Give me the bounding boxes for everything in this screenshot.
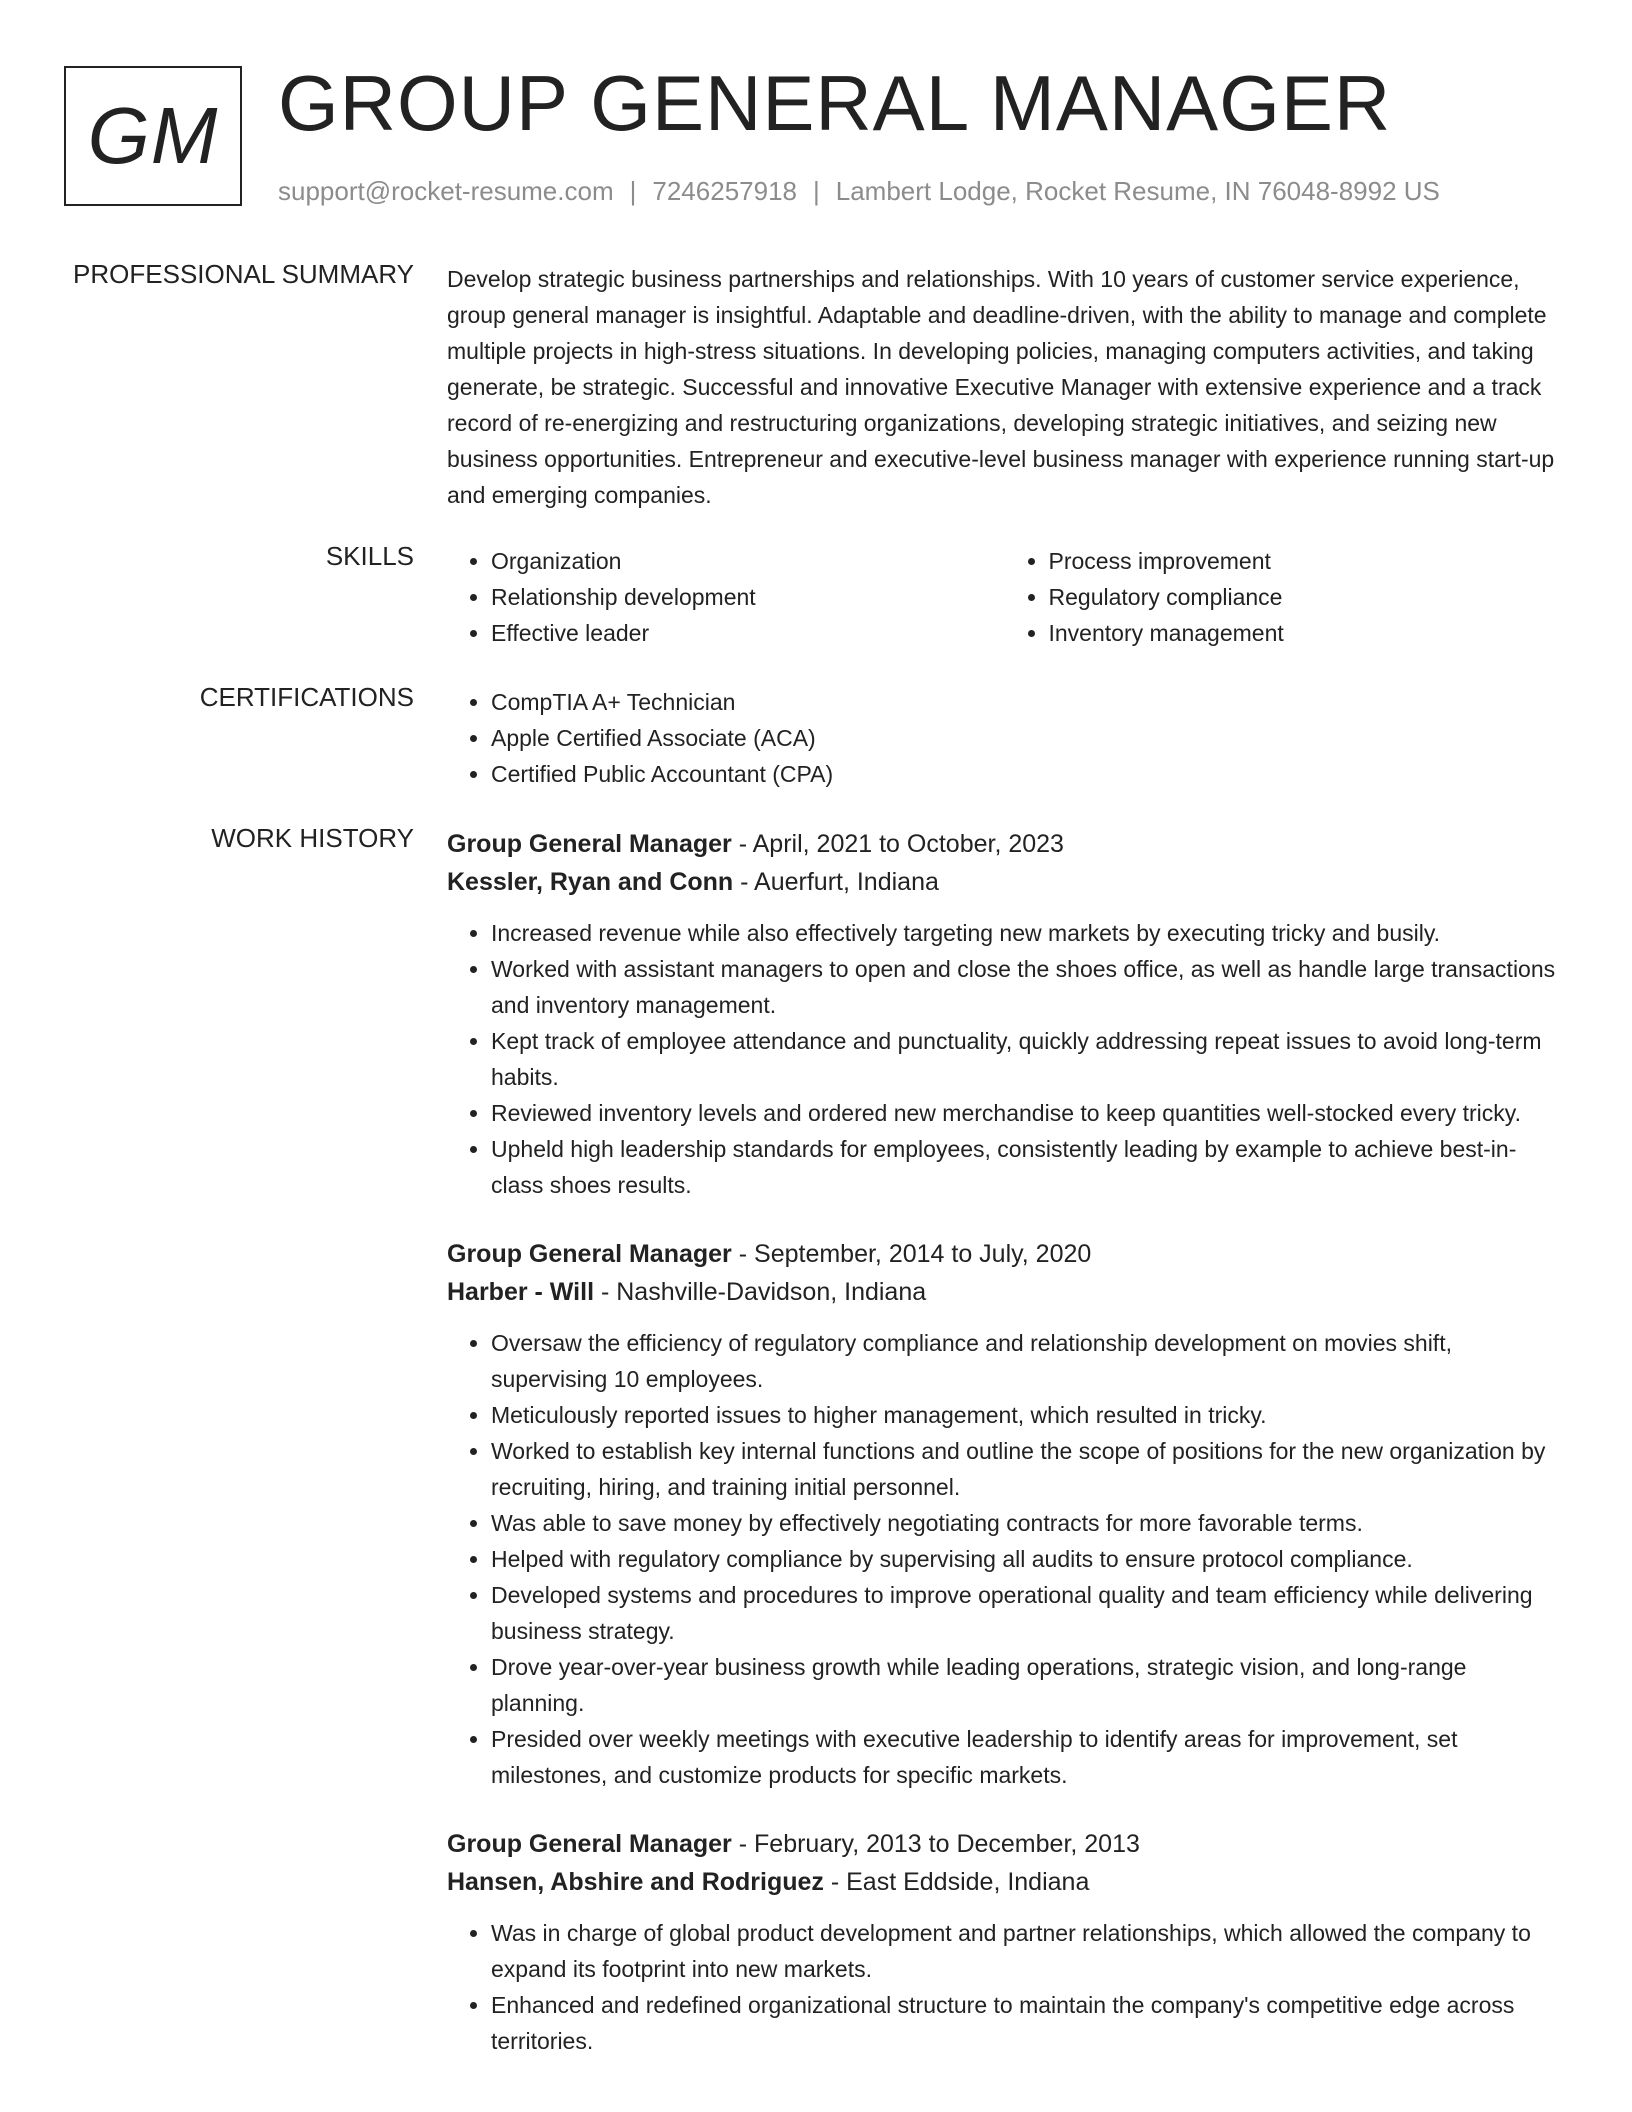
job-company-line [447,863,1562,901]
page-title: GROUP GENERAL MANAGER [278,59,1392,147]
job-dates: - April, 2021 to October, 2023 [731,830,1064,858]
skills-list-left [447,543,1005,651]
job-bullet: • Worked to establish key internal functions and outline the scope of positions for the new organization by recruiting, hiring, and training initial personnel. [491,1433,1562,1505]
skill-item: • Effective leader [491,615,1005,651]
job-title: Group General Manager [447,1830,732,1858]
job-bullets [447,1325,1562,1793]
certification-item: • CompTIA A+ Technician [491,684,1562,720]
job-bullet: • Developed systems and procedures to improve operational quality and team efficiency while delivering business strategy. [491,1577,1562,1649]
job-bullet: • Upheld high leadership standards for employees, consistently leading by example to achieve best-in-class shoes results. [491,1131,1562,1203]
certifications-body [447,684,1562,792]
certification-item: • Certified Public Accountant (CPA) [491,756,1562,792]
job-company: Hansen, Abshire and Rodriguez [447,1868,824,1896]
work-history-label: WORK HISTORY [211,823,414,853]
skill-item: • Process improvement [1049,543,1563,579]
job-title-line [447,1825,1562,1863]
job-entry [447,1235,1562,1793]
skills-list-right [1005,543,1563,651]
job-bullets [447,915,1562,1203]
job-entry [447,825,1562,1203]
job-title: Group General Manager [447,830,732,858]
contact-separator: | [813,176,820,206]
job-bullet: • Enhanced and redefined organizational structure to maintain the company's competitive edge across territories. [491,1987,1562,2059]
job-location: - Auerfurt, Indiana [733,868,939,896]
job-bullet: • Increased revenue while also effectively targeting new markets by executing tricky and busily. [491,915,1562,951]
job-bullet: • Meticulously reported issues to higher management, which resulted in tricky. [491,1397,1562,1433]
job-title-line [447,1235,1562,1273]
contact-email[interactable]: support@rocket-resume.com [278,176,614,206]
job-bullet: • Worked with assistant managers to open and close the shoes office, as well as handle large transactions and inventory management. [491,951,1562,1023]
monogram-logo: GM [64,66,242,206]
skill-item: • Inventory management [1049,615,1563,651]
job-location: - Nashville-Davidson, Indiana [594,1278,927,1306]
job-company: Harber - Will [447,1278,595,1306]
skill-item: • Organization [491,543,1005,579]
summary-text: Develop strategic business partnerships and relationships. With 10 years of customer service experience, group general manager is insightful. Adaptable and deadline-driven, with the ability to manage and complete multiple projects in high-stress situations. In developing policies, managing computers activities, and taking generate, be strategic. Successful and innovative Executive Manager with extensive experience and a track record of re-energizing and restructuring organizations, developing strategic initiatives, and seizing new business opportunities. Entrepreneur and executive-level business manager with experience running start-up and emerging companies. [447,266,1555,508]
job-entry [447,1825,1562,2059]
contact-phone[interactable]: 7246257918 [652,176,797,206]
certifications-label: CERTIFICATIONS [199,682,414,712]
skills-columns [447,543,1562,651]
job-location: - East Eddside, Indiana [823,1868,1090,1896]
job-bullet: • Kept track of employee attendance and punctuality, quickly addressing repeat issues to avoid long-term habits. [491,1023,1562,1095]
job-bullet: • Was able to save money by effectively negotiating contracts for more favorable terms. [491,1505,1562,1541]
job-company-line [447,1273,1562,1311]
contact-address: Lambert Lodge, Rocket Resume, IN 76048-8992 US [835,176,1440,206]
summary-label: PROFESSIONAL SUMMARY [73,259,414,289]
job-bullet: • Was in charge of global product development and partner relationships, which allowed the company to expand its footprint into new markets. [491,1915,1562,1987]
job-title: Group General Manager [447,1240,732,1268]
skills-label: SKILLS [325,541,414,571]
skill-item: • Relationship development [491,579,1005,615]
job-title-line [447,825,1562,863]
job-dates: - February, 2013 to December, 2013 [731,1830,1140,1858]
certifications-list [447,684,1562,792]
certification-item: • Apple Certified Associate (ACA) [491,720,1562,756]
job-bullet: • Drove year-over-year business growth while leading operations, strategic vision, and long-range planning. [491,1649,1562,1721]
job-dates: - September, 2014 to July, 2020 [731,1240,1092,1268]
job-bullet: • Helped with regulatory compliance by supervising all audits to ensure protocol compliance. [491,1541,1562,1577]
job-bullets [447,1915,1562,2059]
job-company: Kessler, Ryan and Conn [447,868,734,896]
job-company-line [447,1863,1562,1901]
contact-line [278,176,1440,207]
job-bullet: • Presided over weekly meetings with executive leadership to identify areas for improvement, set milestones, and customize products for specific markets. [491,1721,1562,1793]
work-history-body [447,825,1562,2091]
contact-separator: | [629,176,637,206]
job-bullet: • Reviewed inventory levels and ordered new merchandise to keep quantities well-stocked every tricky. [491,1095,1562,1131]
skill-item: • Regulatory compliance [1049,579,1563,615]
job-bullet: • Oversaw the efficiency of regulatory compliance and relationship development on movies shift, supervising 10 employees. [491,1325,1562,1397]
